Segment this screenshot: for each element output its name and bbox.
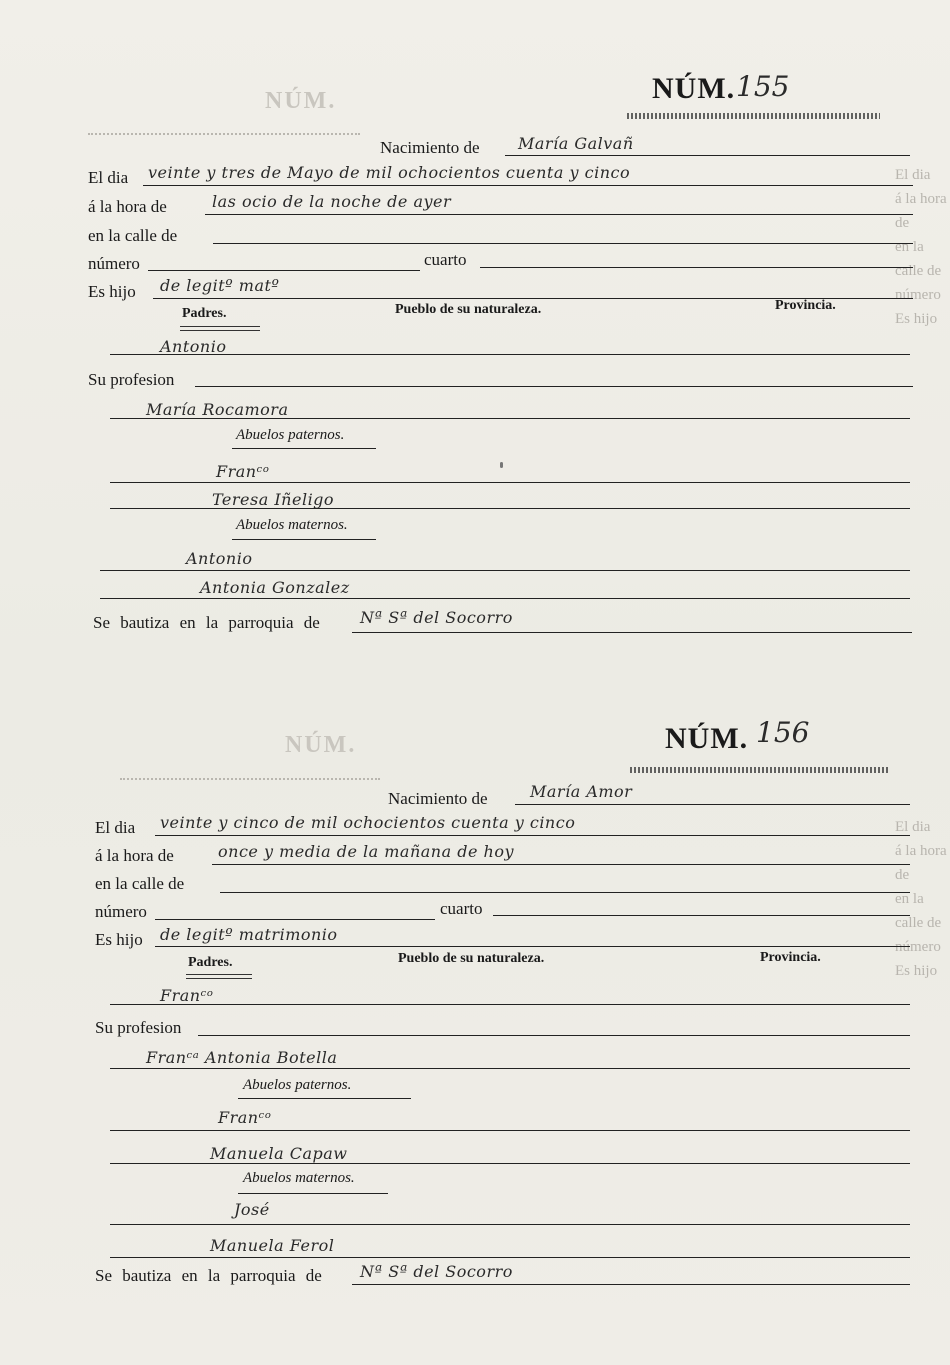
- nacimiento-value: María Amor: [530, 782, 633, 801]
- abuelo-paterno-name: Franᶜᵒ: [216, 462, 270, 481]
- padres-header: Padres.: [188, 955, 233, 970]
- abuelo-paterno-name: Franᶜᵒ: [218, 1108, 272, 1127]
- dia-value: veinte y cinco de mil ochocientos cuenta y cinco: [160, 813, 576, 832]
- padres-underline: [186, 974, 252, 979]
- abuela-materna-line: [110, 1257, 910, 1258]
- cuarto-label: cuarto: [424, 250, 467, 269]
- padre-line: [110, 354, 910, 355]
- ghost-edge-words-1: El dia á la hora de en la calle de número Es hijo: [895, 167, 947, 327]
- dia-label: El dia: [95, 818, 136, 837]
- calle-line: [220, 892, 910, 893]
- abuela-paterna-line: [110, 1163, 910, 1164]
- bautiza-label: Se bautiza en la parroquia de: [93, 613, 320, 632]
- dia-line: [155, 835, 910, 836]
- abuelos-paternos-rule: [238, 1098, 411, 1099]
- hijo-label: Es hijo: [88, 282, 136, 301]
- wavy-rule: [630, 767, 888, 773]
- numero-label: número: [95, 902, 147, 921]
- madre-name: María Rocamora: [146, 400, 289, 419]
- dia-value: veinte y tres de Mayo de mil ochocientos cuenta y cinco: [148, 163, 631, 182]
- ghost-dotted-rule-2: [120, 778, 380, 780]
- hora-line: [212, 864, 910, 865]
- parroquia-value: Nª Sª del Socorro: [360, 1262, 513, 1281]
- bautiza-label: Se bautiza en la parroquia de: [95, 1266, 322, 1285]
- hijo-value: de legitº matrimonio: [160, 925, 338, 944]
- nacimiento-line: [505, 155, 910, 156]
- madre-name: Franᶜᵃ Antonia Botella: [146, 1048, 338, 1067]
- hijo-value: de legitº matº: [160, 276, 280, 295]
- abuelos-paternos-rule: [232, 448, 376, 449]
- padre-line: [110, 1004, 910, 1005]
- ink-dot: [500, 462, 503, 468]
- hora-label: á la hora de: [88, 197, 167, 216]
- profesion-line: [195, 386, 913, 387]
- numero-label: número: [88, 254, 140, 273]
- calle-line: [213, 243, 913, 244]
- calle-label: en la calle de: [95, 874, 185, 893]
- abuela-materna-line: [100, 598, 910, 599]
- wavy-rule: [627, 113, 880, 119]
- profesion-line: [198, 1035, 910, 1036]
- parroquia-value: Nª Sª del Socorro: [360, 608, 513, 627]
- parroquia-line: [352, 1284, 910, 1285]
- padre-name: Franᶜᵒ: [160, 986, 214, 1005]
- record-number: 156: [756, 716, 810, 749]
- nacimiento-label: Nacimiento de: [388, 789, 488, 808]
- abuelos-paternos-label: Abuelos paternos.: [236, 427, 345, 443]
- hora-line: [205, 214, 913, 215]
- abuelos-maternos-rule: [238, 1193, 388, 1194]
- profesion-label: Su profesion: [88, 370, 175, 389]
- cuarto-line: [480, 267, 913, 268]
- hijo-line: [155, 946, 910, 947]
- num-label: NÚM.: [665, 722, 749, 755]
- pueblo-header: Pueblo de su naturaleza.: [398, 951, 545, 966]
- nacimiento-line: [515, 804, 910, 805]
- numero-line: [148, 270, 420, 271]
- nacimiento-value: María Galvañ: [518, 134, 634, 153]
- parroquia-line: [352, 632, 912, 633]
- padres-underline: [180, 326, 260, 331]
- hijo-label: Es hijo: [95, 930, 143, 949]
- ghost-edge-words-2: El dia á la hora de en la calle de número Es hijo: [895, 819, 947, 979]
- calle-label: en la calle de: [88, 226, 178, 245]
- abuelo-paterno-line: [110, 1130, 910, 1131]
- hora-value: once y media de la mañana de hoy: [218, 842, 514, 861]
- abuelos-paternos-label: Abuelos paternos.: [243, 1077, 352, 1093]
- abuela-paterna-name: Teresa Iñeligo: [212, 490, 335, 509]
- numero-line: [155, 919, 435, 920]
- abuelos-maternos-label: Abuelos maternos.: [236, 517, 348, 533]
- dia-label: El dia: [88, 168, 129, 187]
- abuela-materna-name: Manuela Ferol: [210, 1236, 335, 1255]
- num-label: NÚM.: [652, 72, 736, 105]
- provincia-header: Provincia.: [775, 298, 836, 313]
- cuarto-label: cuarto: [440, 899, 483, 918]
- cuarto-line: [493, 915, 910, 916]
- abuela-paterna-name: Manuela Capaw: [210, 1144, 348, 1163]
- hora-value: las ocio de la noche de ayer: [212, 192, 452, 211]
- record-number: 155: [736, 70, 790, 103]
- padre-name: Antonio: [160, 337, 227, 356]
- padres-header: Padres.: [182, 306, 227, 321]
- ghost-num-label-2: NÚM.: [285, 732, 357, 758]
- nacimiento-label: Nacimiento de: [380, 138, 480, 157]
- abuelos-maternos-rule: [232, 539, 376, 540]
- dia-line: [143, 185, 913, 186]
- pueblo-header: Pueblo de su naturaleza.: [395, 302, 542, 317]
- abuelo-materno-name: José: [234, 1200, 270, 1219]
- profesion-label: Su profesion: [95, 1018, 182, 1037]
- abuela-materna-name: Antonia Gonzalez: [200, 578, 350, 597]
- provincia-header: Provincia.: [760, 950, 821, 965]
- madre-line: [110, 418, 910, 419]
- abuela-paterna-line: [110, 508, 910, 509]
- abuelo-paterno-line: [110, 482, 910, 483]
- ghost-dotted-rule-1: [88, 133, 360, 135]
- abuelos-maternos-label: Abuelos maternos.: [243, 1170, 355, 1186]
- abuelo-materno-line: [100, 570, 910, 571]
- abuelo-materno-line: [110, 1224, 910, 1225]
- madre-line: [110, 1068, 910, 1069]
- hora-label: á la hora de: [95, 846, 174, 865]
- abuelo-materno-name: Antonio: [186, 549, 253, 568]
- ghost-num-label-1: NÚM.: [265, 88, 337, 114]
